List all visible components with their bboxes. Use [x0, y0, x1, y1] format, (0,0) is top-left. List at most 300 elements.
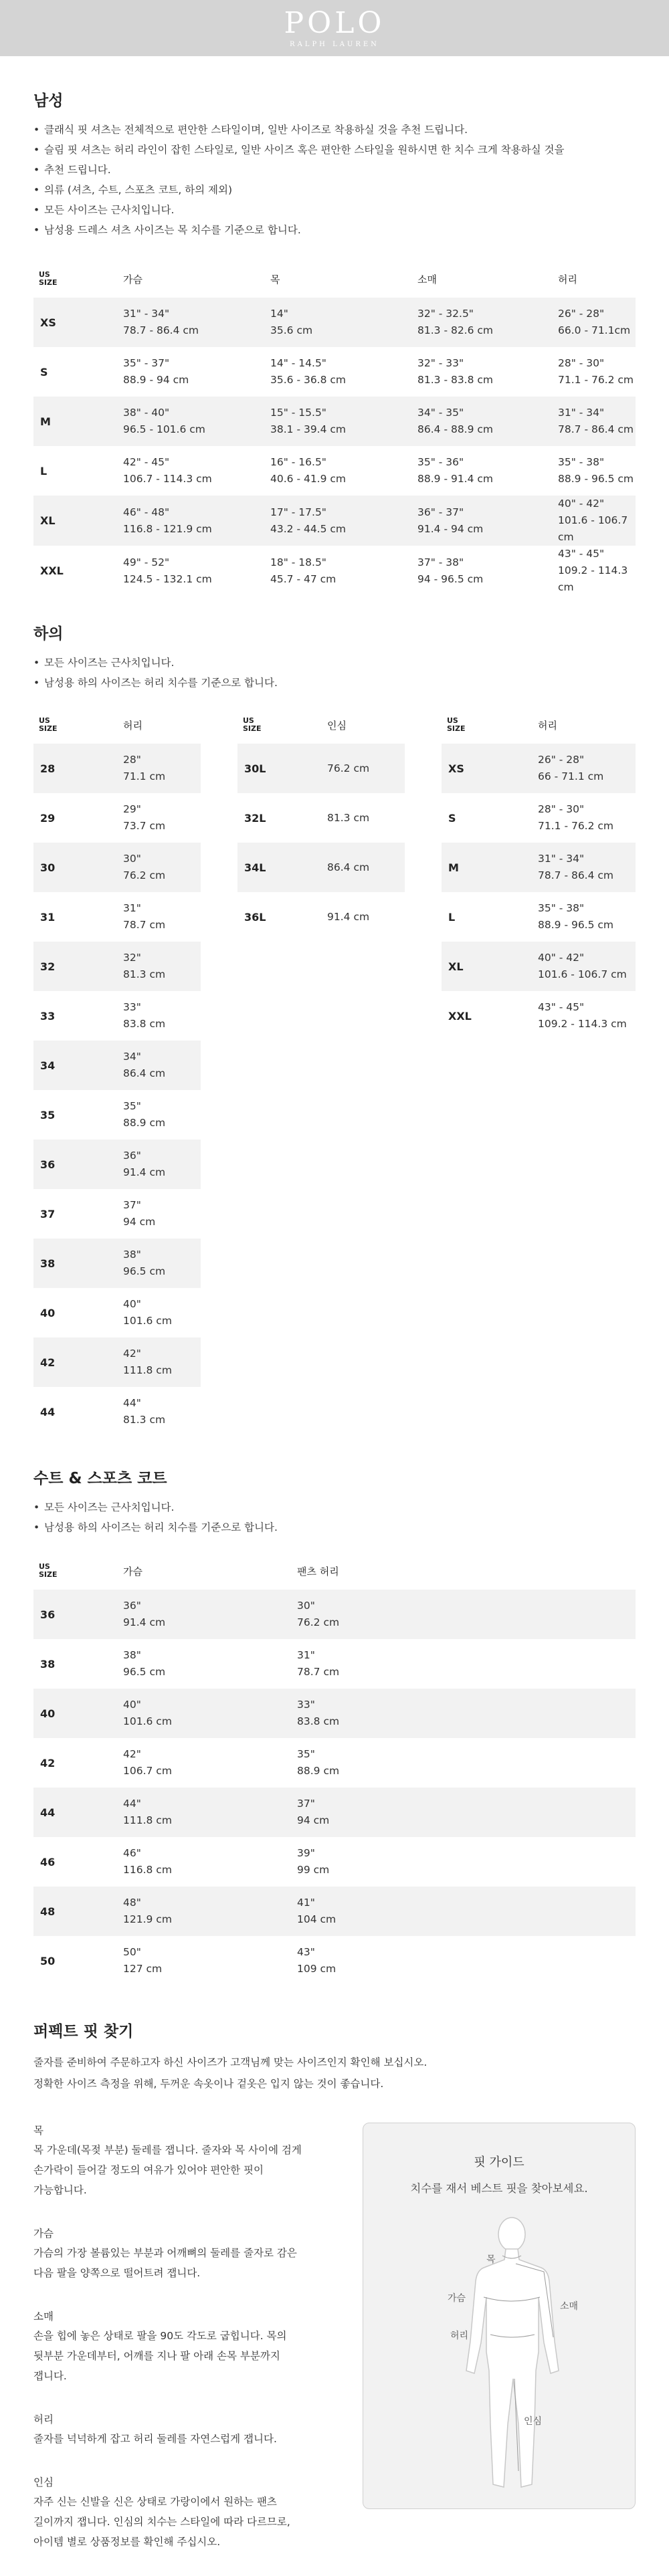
measurement-primary: 31" - 34"	[538, 853, 585, 865]
measurement-cell	[529, 892, 636, 942]
size-label: S	[40, 365, 48, 379]
measurement-cell	[408, 546, 549, 596]
measurement-secondary: 35.6 - 36.8 cm	[270, 374, 347, 386]
measurement-cell	[114, 1239, 201, 1288]
measurement-cell	[114, 892, 201, 942]
measurement-primary: 81.3 cm	[327, 811, 370, 824]
measurement-cell	[114, 1639, 288, 1689]
size-guide-content	[0, 88, 669, 2548]
fit-item-text: 자주 신는 신발을 신은 상태로 가랑이에서 원하는 팬츠	[33, 2496, 277, 2508]
size-label: XS	[442, 744, 529, 793]
size-row	[33, 1788, 636, 1837]
measurement-secondary: 83.8 cm	[297, 1715, 340, 1727]
measurement-cell	[114, 1288, 201, 1337]
measurement-cell	[261, 496, 408, 546]
size-label: XS	[33, 298, 114, 347]
ralph-lauren-logo-text: RALPH LAUREN	[290, 40, 379, 48]
measurement-primary: 26" - 28"	[538, 754, 585, 766]
measurement-cell	[261, 347, 408, 397]
column-header: 허리	[558, 273, 577, 286]
measurement-secondary: 88.9 - 91.4 cm	[417, 473, 494, 485]
size-row	[442, 892, 636, 942]
mens-note: • 슬림 핏 셔츠는 허리 라인이 잡힌 스타일로, 일반 사이즈 혹은 편안한 스타일을 원하시면 한 치수 크게 착용하실 것을	[33, 140, 636, 160]
measurement-cell	[114, 1887, 288, 1936]
measurement-primary: 35"	[297, 1748, 315, 1760]
measurement-cell	[114, 1090, 201, 1140]
measurement-primary: 41"	[297, 1897, 315, 1909]
size-row	[33, 991, 201, 1041]
measurement-secondary: 104 cm	[297, 1913, 337, 1925]
measurement-primary: 43"	[297, 1946, 315, 1958]
bottoms-notes	[33, 653, 636, 693]
measurement-primary: 28" - 30"	[558, 357, 605, 369]
size-row	[33, 298, 636, 347]
size-row	[33, 843, 201, 892]
measurement-primary: 32" - 33"	[417, 357, 464, 369]
measurement-cell	[114, 1387, 201, 1436]
size-row	[33, 942, 201, 991]
measurement-cell	[408, 298, 549, 347]
fit-item-text: 가슴의 가장 볼륨있는 부분과 어깨뼈의 둘레를 줄자로 감은	[33, 2247, 297, 2259]
size-label: 34L	[237, 843, 318, 892]
measurement-secondary: 81.3 cm	[123, 968, 166, 980]
measurement-secondary: 78.7 - 86.4 cm	[538, 869, 614, 881]
size-row	[442, 991, 636, 1041]
measurement-secondary: 116.8 cm	[123, 1864, 172, 1876]
measurement-secondary: 101.6 cm	[123, 1715, 172, 1727]
measurement-cell	[549, 446, 636, 496]
measurement-cell	[529, 793, 636, 843]
measurement-cell	[318, 843, 405, 892]
measurement-primary: 36" - 37"	[417, 506, 464, 518]
fit-item-text: 가능합니다.	[33, 2184, 87, 2196]
fit-item-title: 목	[33, 2125, 43, 2137]
fit-item-text: 아이템 별로 상품정보를 확인해 주십시오.	[33, 2536, 221, 2548]
polo-logo: POLO	[284, 5, 385, 40]
measurement-primary: 91.4 cm	[327, 910, 370, 923]
measurement-primary: 26" - 28"	[558, 308, 605, 320]
size-row	[33, 1387, 201, 1436]
size-row	[33, 1639, 636, 1689]
measurement-primary: 40" - 42"	[538, 952, 585, 964]
size-label: 37	[40, 1207, 56, 1220]
size-label: 36L	[244, 910, 266, 924]
fit-item-title: 가슴	[33, 2228, 54, 2240]
measurement-secondary: 88.9 - 96.5 cm	[558, 473, 634, 485]
fit-item-text: 목 가운데(목젖 부분) 둘레를 잽니다. 줄자와 목 사이에 검게	[33, 2144, 302, 2156]
us-size-header: US SIZE	[39, 270, 58, 287]
measurement-secondary: 96.5 cm	[123, 1666, 166, 1678]
fit-item	[33, 2307, 334, 2386]
measurement-primary: 37"	[297, 1798, 315, 1810]
measurement-primary: 86.4 cm	[327, 861, 370, 873]
measurement-primary: 50"	[123, 1946, 141, 1958]
measurement-cell	[529, 843, 636, 892]
measurement-secondary: 76.2 cm	[123, 869, 166, 881]
measurement-primary: 35" - 38"	[538, 902, 585, 914]
measurement-secondary: 111.8 cm	[123, 1814, 172, 1826]
measurement-primary: 46"	[123, 1847, 141, 1859]
measurement-cell	[114, 347, 261, 397]
measurement-cell	[318, 744, 405, 793]
fit-item	[33, 2121, 334, 2200]
size-row	[33, 1288, 201, 1337]
measurement-secondary: 66.0 - 71.1cm	[558, 324, 631, 336]
size-label: L	[448, 910, 456, 924]
chest-label: 가슴	[448, 2293, 466, 2304]
size-label: XL	[442, 942, 529, 991]
measurement-cell	[288, 1590, 636, 1639]
size-row	[33, 1689, 636, 1738]
column-header: 가슴	[123, 273, 142, 286]
size-row	[33, 1837, 636, 1887]
bottoms-section	[33, 621, 636, 1436]
measurement-primary: 42"	[123, 1348, 141, 1360]
bottoms-alpha-size-table	[442, 706, 636, 1041]
size-row	[442, 942, 636, 991]
measurement-cell	[114, 793, 201, 843]
measurement-primary: 40" - 42"	[558, 498, 605, 510]
measurement-cell	[288, 1837, 636, 1887]
measurement-primary: 37" - 38"	[417, 556, 464, 568]
measurement-cell	[114, 546, 261, 596]
fit-item-text: 줄자를 넉넉하게 잡고 허리 둘레를 자연스럽게 잽니다.	[33, 2433, 277, 2445]
size-row	[237, 892, 405, 942]
size-label: 46	[40, 1855, 56, 1868]
size-row	[33, 1337, 201, 1387]
measurement-cell	[288, 1936, 636, 1985]
measurement-cell	[114, 744, 201, 793]
mens-note-cont: • 추천 드립니다.	[33, 160, 636, 180]
measurement-cell	[114, 496, 261, 546]
measurement-cell	[408, 446, 549, 496]
measurement-cell	[114, 1788, 288, 1837]
measurement-secondary: 78.7 - 86.4 cm	[123, 324, 199, 336]
measurement-secondary: 127 cm	[123, 1963, 163, 1975]
measurement-secondary: 35.6 cm	[270, 324, 313, 336]
measurement-secondary: 106.7 cm	[123, 1765, 172, 1777]
size-row	[33, 1090, 201, 1140]
suits-title: 수트 & 스포츠 코트	[33, 1470, 167, 1487]
size-row	[33, 496, 636, 546]
measurement-cell	[261, 446, 408, 496]
measurement-cell	[114, 1590, 288, 1639]
measurement-secondary: 38.1 - 39.4 cm	[270, 423, 347, 435]
size-row	[33, 892, 201, 942]
measurement-primary: 35" - 38"	[558, 456, 605, 468]
size-label: L	[40, 464, 47, 477]
measurement-cell	[114, 843, 201, 892]
size-label: 35	[40, 1108, 56, 1121]
measurement-secondary: 71.1 - 76.2 cm	[538, 820, 614, 832]
fit-guide-box	[363, 2123, 636, 2509]
measurement-cell	[261, 298, 408, 347]
fit-item	[33, 2473, 334, 2552]
bottoms-note: • 모든 사이즈는 근사치입니다.	[33, 653, 636, 673]
mens-note: • 남성용 드레스 셔츠 사이즈는 목 치수를 기준으로 합니다.	[33, 220, 636, 240]
measurement-primary: 32" - 32.5"	[417, 308, 474, 320]
size-row	[33, 744, 201, 793]
measurement-primary: 31"	[297, 1649, 315, 1661]
size-row	[33, 1140, 201, 1189]
fit-item	[33, 2410, 334, 2449]
measurement-cell	[114, 1189, 201, 1239]
size-label: 38	[33, 1239, 114, 1288]
measurement-cell	[549, 397, 636, 446]
suits-section	[33, 1466, 636, 1985]
brand-header	[0, 0, 669, 56]
measurement-secondary: 78.7 - 86.4 cm	[558, 423, 634, 435]
size-label: 44	[33, 1788, 114, 1837]
size-label: 40	[33, 1689, 114, 1738]
measurement-secondary: 101.6 - 106.7 cm	[558, 514, 628, 543]
measurement-cell	[318, 892, 405, 942]
measurement-primary: 34" - 35"	[417, 407, 464, 419]
bottoms-title: 하의	[33, 625, 64, 643]
measurement-cell	[114, 1837, 288, 1887]
measurement-primary: 29"	[123, 803, 141, 815]
fit-item-title: 소매	[33, 2311, 54, 2323]
waist-label: 허리	[450, 2331, 469, 2341]
size-label: 36	[33, 1140, 114, 1189]
measurement-cell	[114, 446, 261, 496]
mens-notes	[33, 120, 636, 240]
bottoms-note: • 남성용 하의 사이즈는 허리 치수를 기준으로 합니다.	[33, 673, 636, 693]
measurement-cell	[318, 793, 405, 843]
fit-instructions	[33, 2121, 334, 2576]
measurement-cell	[114, 1041, 201, 1090]
size-label: 30L	[237, 744, 318, 793]
size-label: XXL	[448, 1009, 472, 1023]
measurement-cell	[114, 991, 201, 1041]
fit-item-text: 손을 힙에 놓은 상태로 팔을 90도 각도로 굽힙니다. 목의	[33, 2330, 287, 2342]
fit-title: 퍼펙트 핏 찾기	[33, 2023, 134, 2040]
mens-section	[33, 88, 636, 596]
mens-note: • 클래식 핏 셔츠는 전체적으로 편안한 스타일이며, 일반 사이즈로 착용하실 것을 추천 드립니다.	[33, 120, 636, 140]
body-silhouette-icon	[466, 2218, 559, 2487]
measurement-secondary: 78.7 cm	[123, 919, 166, 931]
measurement-cell	[529, 942, 636, 991]
measurement-primary: 76.2 cm	[327, 762, 370, 774]
fit-item-text: 뒷부분 가운데부터, 어깨를 지나 팔 아래 손목 부분까지	[33, 2350, 280, 2362]
fit-item	[33, 2224, 334, 2283]
column-header: 허리	[538, 719, 557, 732]
size-label: 32	[33, 942, 114, 991]
measurement-primary: 35" - 37"	[123, 357, 170, 369]
us-size-header: US SIZE	[447, 716, 466, 733]
measurement-cell	[114, 942, 201, 991]
measurement-cell	[114, 1738, 288, 1788]
measurement-primary: 28"	[123, 754, 141, 766]
measurement-cell	[529, 744, 636, 793]
suits-notes	[33, 1497, 636, 1537]
measurement-primary: 30"	[297, 1600, 315, 1612]
measurement-secondary: 71.1 - 76.2 cm	[558, 374, 634, 386]
size-row	[33, 1239, 201, 1288]
fit-item-text: 다음 팔을 양쪽으로 떨어트려 잽니다.	[33, 2267, 201, 2279]
measurement-primary: 31" - 34"	[558, 407, 605, 419]
measurement-cell	[288, 1887, 636, 1936]
measurement-cell	[261, 546, 408, 596]
body-silhouette-illustration	[363, 2204, 636, 2504]
measurement-primary: 35"	[123, 1100, 141, 1112]
measurement-primary: 43" - 45"	[558, 548, 605, 560]
us-size-header: US SIZE	[39, 716, 58, 733]
column-header: 인심	[327, 719, 347, 732]
measurement-secondary: 99 cm	[297, 1864, 330, 1876]
measurement-primary: 43" - 45"	[538, 1001, 585, 1013]
size-row	[33, 1041, 201, 1090]
measurement-primary: 48"	[123, 1897, 141, 1909]
bottoms-inseam-table	[237, 706, 405, 942]
measurement-secondary: 94 cm	[297, 1814, 330, 1826]
measurement-primary: 46" - 48"	[123, 506, 170, 518]
measurement-primary: 33"	[297, 1699, 315, 1711]
measurement-secondary: 86.4 cm	[123, 1067, 166, 1079]
fit-item-text: 길이까지 잽니다. 인심의 치수는 스타일에 따라 다르므로,	[33, 2516, 290, 2528]
measurement-secondary: 88.9 cm	[123, 1117, 166, 1129]
measurement-primary: 36"	[123, 1150, 141, 1162]
sleeve-label: 소매	[560, 2301, 579, 2312]
size-row	[237, 744, 405, 793]
size-row	[33, 1887, 636, 1936]
measurement-primary: 31"	[123, 902, 141, 914]
measurement-primary: 14" - 14.5"	[270, 357, 326, 369]
measurement-primary: 40"	[123, 1699, 141, 1711]
measurement-secondary: 78.7 cm	[297, 1666, 340, 1678]
measurement-secondary: 86.4 - 88.9 cm	[417, 423, 494, 435]
size-row	[442, 793, 636, 843]
size-label: 48	[33, 1887, 114, 1936]
size-label: 40	[40, 1306, 56, 1319]
size-row	[33, 1936, 636, 1985]
measurement-secondary: 109 cm	[297, 1963, 337, 1975]
inseam-label: 인심	[524, 2416, 543, 2427]
measurement-secondary: 124.5 - 132.1 cm	[123, 572, 212, 585]
size-label: XL	[33, 496, 114, 546]
measurement-secondary: 88.9 - 96.5 cm	[538, 919, 614, 931]
measurement-secondary: 81.3 cm	[123, 1414, 166, 1426]
measurement-secondary: 91.4 - 94 cm	[417, 522, 484, 535]
measurement-cell	[114, 298, 261, 347]
measurement-cell	[529, 991, 636, 1041]
measurement-secondary: 109.2 - 114.3 cm	[538, 1018, 627, 1030]
measurement-cell	[114, 1936, 288, 1985]
fit-intro-line: 정확한 사이즈 측정을 위해, 두꺼운 속옷이나 겉옷은 입지 않는 것이 좋습니다.	[33, 2078, 384, 2090]
size-label: 28	[33, 744, 114, 793]
measurement-secondary: 106.7 - 114.3 cm	[123, 473, 212, 485]
measurement-secondary: 121.9 cm	[123, 1913, 172, 1925]
size-label: 32L	[244, 811, 266, 825]
measurement-cell	[408, 496, 549, 546]
measurement-secondary: 101.6 cm	[123, 1315, 172, 1327]
bottoms-waist-table	[33, 706, 201, 1436]
us-size-header: US SIZE	[243, 716, 262, 733]
suits-note: • 모든 사이즈는 근사치입니다.	[33, 1497, 636, 1517]
fit-guide-subtitle: 치수를 재서 베스트 핏을 찾아보세요.	[410, 2182, 588, 2195]
measurement-secondary: 76.2 cm	[297, 1616, 340, 1628]
column-header: 가슴	[123, 1565, 142, 1578]
measurement-cell	[288, 1689, 636, 1738]
column-header: 팬츠 허리	[297, 1565, 339, 1578]
measurement-primary: 16" - 16.5"	[270, 456, 326, 468]
size-label: 42	[40, 1756, 56, 1769]
measurement-secondary: 96.5 - 101.6 cm	[123, 423, 205, 435]
measurement-cell	[261, 397, 408, 446]
size-label: 33	[40, 1009, 56, 1023]
fit-item-title: 허리	[33, 2413, 54, 2426]
measurement-cell	[549, 347, 636, 397]
measurement-cell	[549, 298, 636, 347]
measurement-secondary: 40.6 - 41.9 cm	[270, 473, 347, 485]
measurement-primary: 42" - 45"	[123, 456, 170, 468]
measurement-secondary: 116.8 - 121.9 cm	[123, 522, 212, 535]
measurement-cell	[114, 1337, 201, 1387]
measurement-cell	[114, 1689, 288, 1738]
measurement-primary: 15" - 15.5"	[270, 407, 326, 419]
measurement-secondary: 88.9 - 94 cm	[123, 374, 189, 386]
size-label: 38	[40, 1657, 56, 1671]
size-label: 29	[40, 811, 56, 825]
size-row	[442, 744, 636, 793]
size-label: 31	[40, 910, 56, 924]
measurement-secondary: 83.8 cm	[123, 1018, 166, 1030]
measurement-primary: 18" - 18.5"	[270, 556, 326, 568]
measurement-secondary: 81.3 - 82.6 cm	[417, 324, 494, 336]
size-label: 42	[33, 1337, 114, 1387]
measurement-primary: 39"	[297, 1847, 315, 1859]
size-row	[33, 446, 636, 496]
fit-intro	[33, 2052, 636, 2095]
measurement-cell	[114, 1140, 201, 1189]
measurement-primary: 37"	[123, 1199, 141, 1211]
column-header: 허리	[123, 719, 142, 732]
measurement-primary: 34"	[123, 1051, 141, 1063]
size-label: 36	[33, 1590, 114, 1639]
measurement-secondary: 111.8 cm	[123, 1364, 172, 1376]
measurement-primary: 44"	[123, 1397, 141, 1409]
size-row	[33, 1738, 636, 1788]
mens-title: 남성	[33, 92, 64, 110]
measurement-cell	[288, 1639, 636, 1689]
measurement-cell	[288, 1788, 636, 1837]
size-row	[237, 793, 405, 843]
measurement-primary: 31" - 34"	[123, 308, 170, 320]
fit-item-text: 손가락이 들어갈 정도의 여유가 있어야 편안한 핏이	[33, 2164, 264, 2176]
measurement-primary: 40"	[123, 1298, 141, 1310]
size-label: 44	[40, 1405, 56, 1418]
measurement-primary: 42"	[123, 1748, 141, 1760]
measurement-secondary: 101.6 - 106.7 cm	[538, 968, 627, 980]
size-label: S	[448, 811, 456, 825]
measurement-primary: 36"	[123, 1600, 141, 1612]
size-row	[33, 793, 201, 843]
measurement-primary: 30"	[123, 853, 141, 865]
size-row	[33, 397, 636, 446]
measurement-cell	[408, 397, 549, 446]
fit-item-text: 잽니다.	[33, 2370, 67, 2382]
measurement-cell	[114, 397, 261, 446]
suits-note: • 남성용 하의 사이즈는 허리 치수를 기준으로 합니다.	[33, 1517, 636, 1537]
measurement-secondary: 94 - 96.5 cm	[417, 572, 484, 585]
column-header: 소매	[417, 273, 437, 286]
measurement-cell	[549, 546, 636, 596]
suits-size-table	[33, 1552, 636, 1985]
bottoms-tables	[33, 706, 636, 1436]
measurement-cell	[288, 1738, 636, 1788]
measurement-primary: 35" - 36"	[417, 456, 464, 468]
size-label: 50	[40, 1954, 56, 1967]
